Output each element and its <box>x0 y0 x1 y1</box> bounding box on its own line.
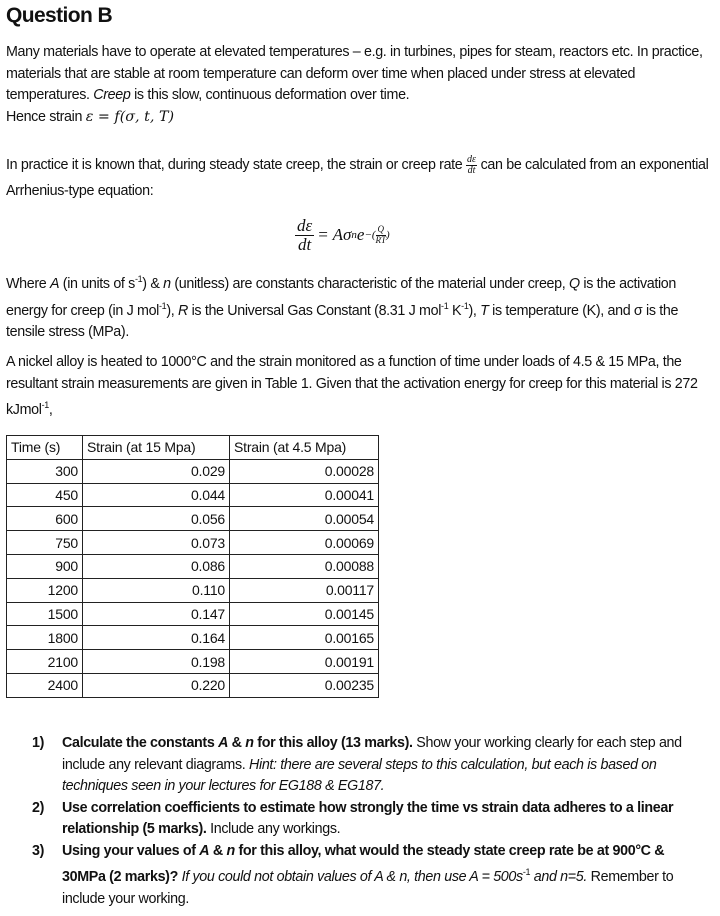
stress-exponent: n <box>351 229 357 241</box>
cell-time: 750 <box>7 531 83 555</box>
cell-time: 300 <box>7 459 83 483</box>
table-row <box>7 531 379 555</box>
table-row <box>7 602 379 626</box>
cell-strain-4-5: 0.00041 <box>230 483 379 507</box>
table-row <box>7 650 379 674</box>
question-item-2 <box>32 798 708 841</box>
cell-strain-4-5: 0.00117 <box>230 578 379 602</box>
practice-text: In practice it is known that, during steady state creep, the strain or creep rate <box>6 157 467 173</box>
header-strain-15: Strain (at 15 Mpa) <box>83 436 230 460</box>
q-bold: for this alloy (13 marks). <box>253 735 413 751</box>
cell-time: 1800 <box>7 626 83 650</box>
intro-text: Many materials have to operate at elevated temperatures – e.g. in turbines, pipes for steam, reactors etc. In practice, materials that are stable at room temperature can deform over time when placed under stress at elevated temperatures. <box>6 44 703 103</box>
cell-strain-4-5: 0.00088 <box>230 554 379 578</box>
var-A: A <box>199 842 210 859</box>
header-time: Time (s) <box>7 436 83 460</box>
def-text: (unitless) are constants characteristic of the material under creep, <box>170 276 569 292</box>
exponent-term <box>364 225 389 245</box>
cell-time: 600 <box>7 507 83 531</box>
cell-strain-15: 0.110 <box>83 578 230 602</box>
var-Q: Q <box>569 276 580 292</box>
superscript: -1 <box>41 400 49 410</box>
arrhenius-equation <box>295 217 390 253</box>
q-hint: Hint: there are several steps to this calculation, but each is based on techniques seen in your lectures for EG188 & EG187. <box>62 756 657 794</box>
rate-denominator: dt <box>467 164 476 176</box>
cell-strain-15: 0.073 <box>83 531 230 555</box>
def-text: ), <box>166 302 178 319</box>
equation-lhs <box>295 217 314 253</box>
exp-fraction <box>376 225 387 245</box>
q-text: Show your working clearly for each step and include any relevant diagrams. <box>62 735 682 773</box>
cell-time: 2400 <box>7 673 83 697</box>
def-text: is temperature (K), and σ is the tensile stress (MPa). <box>6 302 679 340</box>
q-bold: Use correlation coefficients to estimate how strongly the time vs strain data adheres to a linear relationship (5 marks). <box>62 799 674 837</box>
exp-numerator: Q <box>376 225 387 236</box>
question-item-3 <box>32 841 708 911</box>
def-text: is the Universal Gas Constant (8.31 J mol <box>187 302 442 319</box>
creep-term: Creep <box>93 87 131 103</box>
intro-paragraph <box>6 42 718 128</box>
cell-strain-15: 0.086 <box>83 554 230 578</box>
var-n: n <box>245 735 254 751</box>
experiment-text: A nickel alloy is heated to 1000°C and the strain monitored as a function of time under loads of 4.5 & 15 MPa, the resultant strain measurements are given in Table 1. Given that the activation energy for creep for this material is 272 kJmol <box>6 354 698 418</box>
table-row <box>7 483 379 507</box>
var-T: T <box>480 302 489 319</box>
cell-strain-4-5: 0.00165 <box>230 626 379 650</box>
superscript: -1 <box>159 300 167 311</box>
table-row <box>7 673 379 697</box>
question-list <box>32 733 708 910</box>
cell-strain-4-5: 0.00069 <box>230 531 379 555</box>
superscript: -1 <box>441 300 449 311</box>
q-bold: for this alloy, what would the steady state creep rate be at 900°C & 30MPa (2 marks)? <box>62 842 665 885</box>
q-text: Include any workings. <box>206 821 341 837</box>
var-n: n <box>226 842 235 859</box>
q-bold: & <box>209 842 227 859</box>
q-italic: If you could not obtain values of A & n, then use A = 500s <box>177 869 523 885</box>
table-row <box>7 459 379 483</box>
question-title: Question B <box>6 4 113 27</box>
cell-time: 450 <box>7 483 83 507</box>
cell-strain-15: 0.147 <box>83 602 230 626</box>
creep-rate-fraction <box>466 155 477 176</box>
lhs-numerator: dε <box>297 216 313 235</box>
cell-time: 1500 <box>7 602 83 626</box>
rate-numerator: dε <box>467 153 476 165</box>
superscript: -1 <box>522 867 531 877</box>
var-A: A <box>218 735 229 751</box>
table-row <box>7 578 379 602</box>
q-bold: Calculate the constants <box>62 735 219 751</box>
def-text: is the activation energy for creep (in J mol <box>6 276 676 319</box>
equation-rhs: = Aσ <box>317 225 352 244</box>
question-item-1 <box>32 733 708 798</box>
exp-suffix: ) <box>386 229 390 241</box>
table-row <box>7 554 379 578</box>
strain-prefix: Hence strain <box>6 108 86 125</box>
def-text: ) & <box>142 276 164 292</box>
cell-strain-4-5: 0.00235 <box>230 673 379 697</box>
cell-strain-4-5: 0.00028 <box>230 459 379 483</box>
strain-formula: ε = f(σ, t, T) <box>85 108 175 125</box>
cell-time: 2100 <box>7 650 83 674</box>
exp-prefix: −( <box>364 229 376 241</box>
var-n: n <box>163 276 171 292</box>
lhs-denominator: dt <box>297 235 312 254</box>
cell-strain-15: 0.056 <box>83 507 230 531</box>
question-number: 2) <box>32 799 45 816</box>
def-text: K <box>448 302 462 319</box>
question-number: 1) <box>32 735 45 751</box>
table-header-row <box>7 436 379 460</box>
euler-e: e <box>356 225 365 244</box>
def-text: Where <box>6 276 50 292</box>
cell-strain-15: 0.044 <box>83 483 230 507</box>
cell-strain-4-5: 0.00191 <box>230 650 379 674</box>
cell-strain-4-5: 0.00145 <box>230 602 379 626</box>
cell-strain-4-5: 0.00054 <box>230 507 379 531</box>
experiment-paragraph <box>6 352 718 422</box>
table-row <box>7 507 379 531</box>
question-number: 3) <box>32 842 45 859</box>
table-row <box>7 626 379 650</box>
q-bold: & <box>228 735 246 751</box>
def-text: ), <box>468 302 481 319</box>
var-A: A <box>49 276 60 292</box>
exp-denominator: RT <box>375 235 387 245</box>
strain-table <box>6 435 379 698</box>
cell-strain-15: 0.198 <box>83 650 230 674</box>
definitions-paragraph <box>6 269 718 344</box>
intro-text-after: is this slow, continuous deformation over time. <box>130 87 410 103</box>
practice-text-after: can be calculated from an exponential Arrhenius-type equation: <box>6 157 709 199</box>
cell-strain-15: 0.220 <box>83 673 230 697</box>
q-bold: Using your values of <box>62 842 200 859</box>
cell-time: 900 <box>7 554 83 578</box>
cell-time: 1200 <box>7 578 83 602</box>
header-strain-4-5: Strain (at 4.5 Mpa) <box>230 436 379 460</box>
superscript: -1 <box>461 300 469 311</box>
q-italic: and n=5. <box>530 869 587 885</box>
experiment-end: , <box>48 402 53 418</box>
def-text: (in units of s <box>59 276 135 292</box>
cell-strain-15: 0.029 <box>83 459 230 483</box>
superscript: -1 <box>134 274 143 284</box>
q-text: Remember to include your working. <box>62 869 674 907</box>
var-R: R <box>177 302 188 319</box>
cell-strain-15: 0.164 <box>83 626 230 650</box>
practice-paragraph <box>6 152 718 204</box>
